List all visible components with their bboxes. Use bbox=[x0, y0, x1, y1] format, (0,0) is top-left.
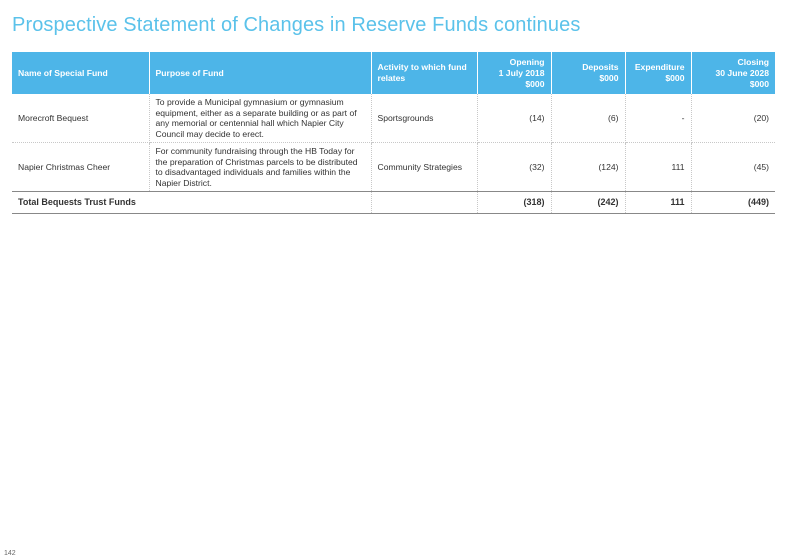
fund-name: Morecroft Bequest bbox=[12, 94, 149, 143]
total-expenditure: 111 bbox=[625, 192, 691, 214]
fund-purpose: To provide a Municipal gymnasium or gymnasium equipment, either as a separate building or as part of any memorial or centennial hall which Napier City Council may decide to erect. bbox=[149, 94, 371, 143]
page-title: Prospective Statement of Changes in Reserve Funds continues bbox=[12, 14, 581, 36]
header-activity: Activity to which fund relates bbox=[371, 52, 477, 94]
total-deposits: (242) bbox=[551, 192, 625, 214]
total-row bbox=[12, 192, 775, 214]
fund-name: Napier Christmas Cheer bbox=[12, 143, 149, 192]
fund-expenditure: 111 bbox=[625, 143, 691, 192]
header-deposits-line1: Deposits bbox=[582, 62, 619, 72]
header-deposits-line2: $000 bbox=[599, 73, 619, 83]
fund-deposits: (124) bbox=[551, 143, 625, 192]
header-opening bbox=[477, 52, 551, 94]
header-closing-line1: Closing bbox=[737, 56, 769, 67]
fund-deposits: (6) bbox=[551, 94, 625, 143]
header-purpose: Purpose of Fund bbox=[149, 52, 371, 94]
fund-opening: (14) bbox=[477, 94, 551, 143]
fund-expenditure: - bbox=[625, 94, 691, 143]
header-expenditure-line2: $000 bbox=[665, 73, 685, 83]
header-opening-line2: 1 July 2018 bbox=[498, 67, 545, 78]
fund-opening: (32) bbox=[477, 143, 551, 192]
total-label: Total Bequests Trust Funds bbox=[12, 192, 371, 214]
table-row bbox=[12, 94, 775, 143]
header-name: Name of Special Fund bbox=[12, 52, 149, 94]
header-expenditure bbox=[625, 52, 691, 94]
header-deposits bbox=[551, 52, 625, 94]
fund-closing: (45) bbox=[691, 143, 775, 192]
header-closing bbox=[691, 52, 775, 94]
total-activity-empty bbox=[371, 192, 477, 214]
table-header-row bbox=[12, 52, 775, 94]
header-expenditure-line1: Expenditure bbox=[634, 62, 685, 72]
header-closing-line3: $000 bbox=[749, 78, 769, 89]
fund-activity: Community Strategies bbox=[371, 143, 477, 192]
page-number: 142 bbox=[4, 550, 16, 557]
table-row bbox=[12, 143, 775, 192]
fund-closing: (20) bbox=[691, 94, 775, 143]
total-opening: (318) bbox=[477, 192, 551, 214]
header-closing-line2: 30 June 2028 bbox=[715, 67, 769, 78]
header-opening-line1: Opening bbox=[509, 56, 545, 67]
reserve-funds-table bbox=[12, 52, 775, 214]
total-closing: (449) bbox=[691, 192, 775, 214]
fund-purpose: For community fundraising through the HB Today for the preparation of Christmas parcels to be distributed to disadvantaged individuals and families within the Napier District. bbox=[149, 143, 371, 192]
fund-activity: Sportsgrounds bbox=[371, 94, 477, 143]
header-opening-line3: $000 bbox=[525, 78, 545, 89]
